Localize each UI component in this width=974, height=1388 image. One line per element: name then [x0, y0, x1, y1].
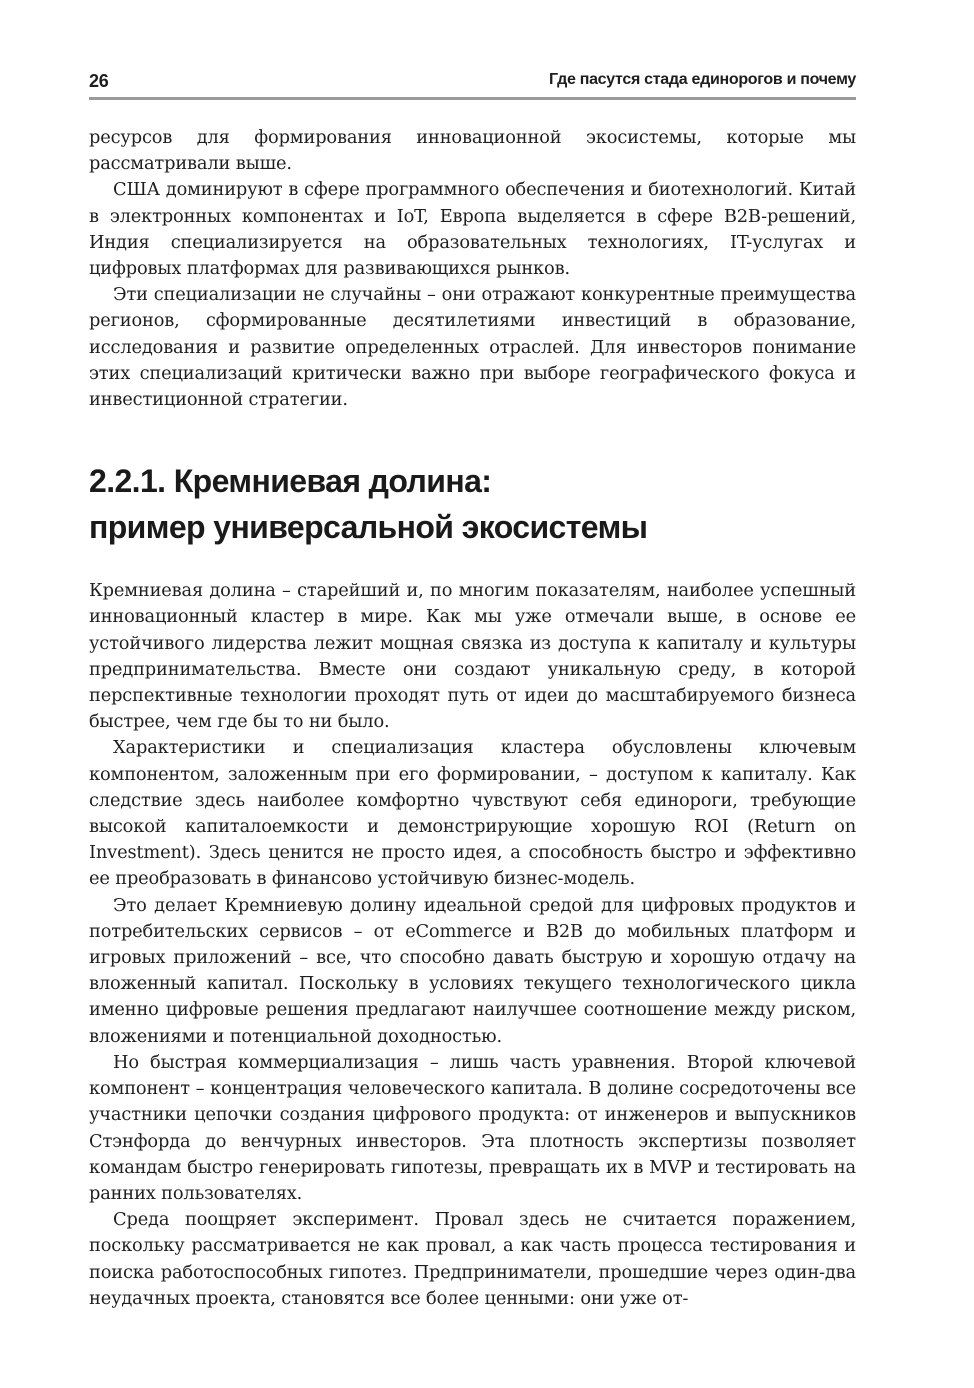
paragraph: Среда поощряет эксперимент. Провал здесь не считается поражением, поскольку рассматривается не как провал, а как часть процесса тестирования и поиска работоспособных гипотез. Предприниматели, прошедшие через один-два неудачных проекта, становятся все более ценными: они уже от-: [89, 1209, 856, 1309]
paragraph: Кремниевая долина – старейший и, по многим показателям, наиболее успешный инновационный кластер в мире. Как мы уже отмечали выше, в основе ее устойчивого лидерства лежит мощная связка из доступа к капиталу и культуры предпринимательства. Вместе они создают уникальную среду, в которой перспективные технологии проходят путь от идеи до масштабируемого бизнеса быстрее, чем где бы то ни было.: [89, 580, 856, 733]
running-header: [89, 68, 856, 98]
section-heading: [89, 458, 856, 550]
book-page: [89, 0, 856, 1388]
paragraph: США доминируют в сфере программного обеспечения и биотехнологий. Китай в электронных компонентах и IoT, Европа выделяется в сфере B2B-решений, Индия специализируется на образовательных технологиях, IT-услугах и цифровых платформах для развивающихся рынков.: [89, 179, 856, 280]
section-heading-line-2: пример универсальной экосистемы: [89, 509, 648, 546]
paragraph-continued: ресурсов для формирования инновационной экосистемы, которые мы рассматривали выше.: [89, 127, 856, 175]
paragraph: Это делает Кремниевую долину идеальной средой для цифровых продуктов и потребительских сервисов – от eCommerce и B2B до мобильных платформ и игровых приложений – все, что способно давать быструю и хорошую отдачу на вложенный капитал. Поскольку в условиях текущего технологического цикла именно цифровые решения предлагают наилучшее соотношение между риском, вложениями и потенциальной доходностью.: [89, 894, 856, 1047]
header-divider: [89, 97, 856, 100]
paragraph: Но быстрая коммерциализация – лишь часть уравнения. Второй ключевой компонент – концентрация человеческого капитала. В долине сосредоточены все участники цепочки создания цифрового продукта: от инженеров и выпускников Стэнфорда до венчурных инвесторов. Эта плотность экспертизы позволяет командам быстро генерировать гипотезы, превращать их в MVP и тестировать на ранних пользователях.: [89, 1051, 856, 1204]
paragraph: Эти специализации не случайны – они отражают конкурентные преимущества регионов, сформированные десятилетиями инвестиций в образование, исследования и развитие определенных отраслей. Для инвесторов понимание этих специализаций критически важно при выборе географического фокуса и инвестиционной стратегии.: [89, 284, 856, 411]
section-heading-line-1: 2.2.1. Кремниевая долина:: [89, 463, 492, 500]
running-title: Где пасутся стада единорогов и почему: [548, 71, 856, 88]
page-number: 26: [89, 71, 109, 91]
body-text: [89, 125, 856, 1312]
paragraph: Характеристики и специализация кластера обусловлены ключевым компонентом, заложенным при его формировании, – доступом к капиталу. Как следствие здесь наиболее комфортно чувствуют себя единороги, требующие высокой капиталоемкости и демонстрирующие хорошую ROI (Return on Investment). Здесь ценится не просто идея, а способность быстро и эффективно ее преобразовать в финансово устойчивую бизнес-модель.: [89, 737, 856, 890]
